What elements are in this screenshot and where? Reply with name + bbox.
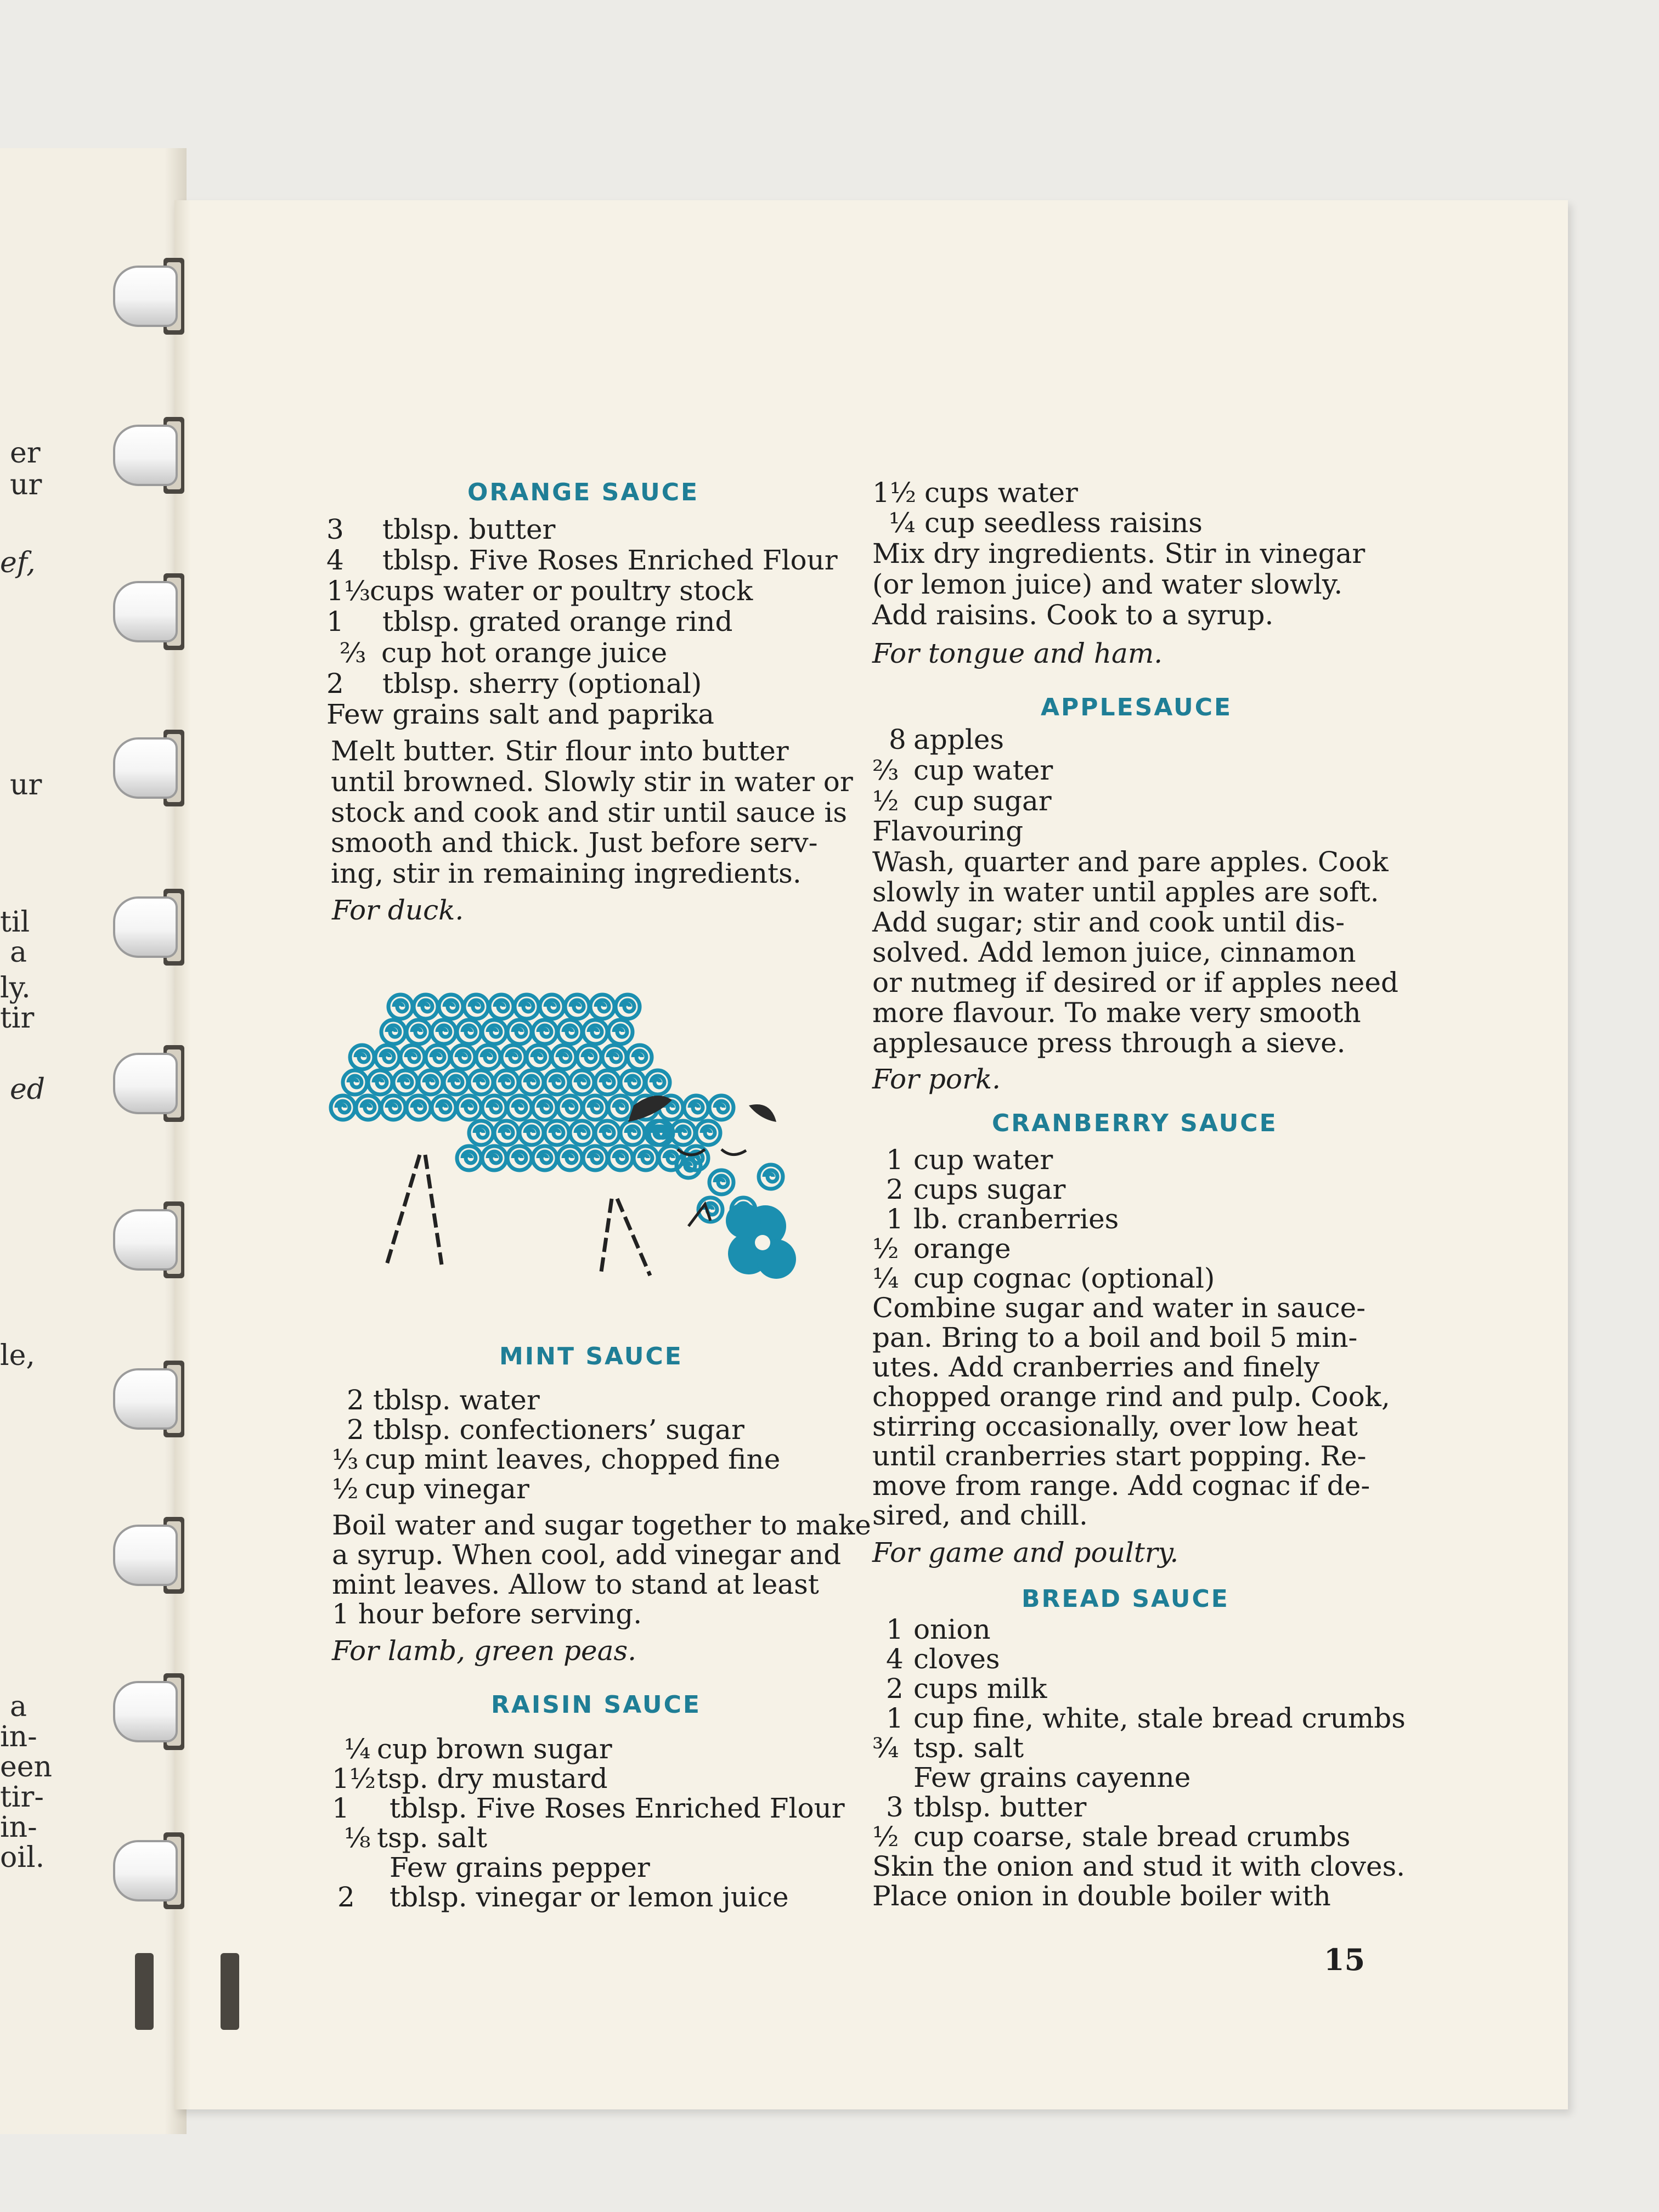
binding-ring bbox=[113, 1201, 178, 1278]
ingredient-qty: 1 bbox=[326, 606, 344, 637]
cranberry-sauce-serve: For game and poultry. bbox=[872, 1537, 1179, 1568]
ingredient-qty: 1½ bbox=[332, 1763, 376, 1795]
ingredient-qty: 2 bbox=[886, 1673, 904, 1705]
ingredient-item: onion bbox=[913, 1613, 991, 1645]
sheep-illustration bbox=[326, 968, 820, 1308]
mint-sauce-serve: For lamb, green peas. bbox=[332, 1635, 637, 1667]
binding-ring bbox=[113, 417, 178, 494]
ingredient-qty: 4 bbox=[326, 544, 344, 576]
method-line: (or lemon juice) and water slowly. bbox=[872, 568, 1343, 600]
wool-curl bbox=[583, 1096, 607, 1120]
left-page-fragment: in- bbox=[0, 1811, 37, 1844]
wool-curl bbox=[457, 1146, 481, 1170]
wool-curl bbox=[590, 995, 614, 1019]
ingredient-qty: ⅛ bbox=[344, 1822, 371, 1854]
wool-curl bbox=[552, 1045, 576, 1069]
wool-curl bbox=[515, 995, 539, 1019]
wool-curl bbox=[684, 1096, 708, 1120]
method-line: Mix dry ingredients. Stir in vinegar bbox=[872, 538, 1365, 569]
wool-curl bbox=[540, 995, 564, 1019]
wool-curl bbox=[439, 995, 463, 1019]
ingredient-item: cup vinegar bbox=[365, 1473, 529, 1505]
ingredient-item: cup hot orange juice bbox=[381, 637, 668, 669]
left-page-fragment: ur bbox=[10, 769, 42, 802]
ingredient-item: tsp. salt bbox=[377, 1822, 488, 1854]
ingredient-item: orange bbox=[913, 1233, 1011, 1265]
method-line: Add sugar; stir and cook until dis- bbox=[872, 906, 1345, 938]
wool-curl bbox=[464, 995, 488, 1019]
wool-curl bbox=[616, 995, 640, 1019]
ingredient-qty: 1 bbox=[332, 1792, 349, 1824]
left-page-fragment: til bbox=[0, 906, 30, 939]
ingredient-item: cups water or poultry stock bbox=[370, 575, 753, 607]
cranberry-sauce-title: CRANBERRY SAUCE bbox=[992, 1109, 1278, 1137]
ingredient-qty: 1⅓ bbox=[326, 575, 371, 607]
wool-curl bbox=[407, 1096, 431, 1120]
wool-curl bbox=[608, 1096, 633, 1120]
wool-curl bbox=[494, 1121, 518, 1145]
left-page-fragment: le, bbox=[0, 1339, 35, 1372]
method-line: solved. Add lemon juice, cinnamon bbox=[872, 936, 1356, 968]
wool-curl bbox=[595, 1121, 619, 1145]
method-line: applesauce press through a sieve. bbox=[872, 1027, 1346, 1059]
ingredient-qty: 1 bbox=[886, 1702, 904, 1734]
wool-curl bbox=[602, 1045, 627, 1069]
wool-curl bbox=[620, 1121, 645, 1145]
ingredient-item: tblsp. water bbox=[373, 1384, 540, 1416]
ingredient-item: tblsp. Five Roses Enriched Flour bbox=[390, 1792, 845, 1824]
left-page-fragment: a bbox=[10, 936, 27, 969]
orange-sauce-title: ORANGE SAUCE bbox=[467, 478, 699, 506]
method-line: Melt butter. Stir flour into butter bbox=[331, 735, 789, 767]
flower-icon bbox=[726, 1203, 796, 1279]
wool-curl bbox=[432, 1020, 456, 1044]
wool-curl bbox=[533, 1020, 557, 1044]
wool-curl bbox=[545, 1121, 569, 1145]
method-line: sired, and chill. bbox=[872, 1499, 1088, 1531]
wool-curl bbox=[375, 1045, 399, 1069]
wool-curl bbox=[759, 1165, 783, 1189]
left-page-fragment: tir- bbox=[0, 1781, 44, 1814]
applesauce-title: APPLESAUCE bbox=[1041, 693, 1233, 721]
left-page-fragment: er bbox=[10, 437, 41, 470]
ingredient-qty: 2 bbox=[347, 1384, 364, 1416]
binding-hole bbox=[113, 1953, 178, 2030]
ingredient-item: cloves bbox=[913, 1643, 1000, 1675]
raisin-sauce-serve: For tongue and ham. bbox=[872, 637, 1163, 669]
wool-curl bbox=[634, 1146, 658, 1170]
wool-curl bbox=[476, 1045, 500, 1069]
wool-curl bbox=[696, 1121, 720, 1145]
wool-curl bbox=[520, 1070, 544, 1094]
method-line: mint leaves. Allow to stand at least bbox=[332, 1568, 819, 1600]
wool-curl bbox=[570, 1070, 594, 1094]
ingredient-row bbox=[326, 514, 344, 545]
wool-curl bbox=[444, 1070, 468, 1094]
wool-curl bbox=[426, 1045, 450, 1069]
wool-curl bbox=[570, 1121, 594, 1145]
wool-curl bbox=[494, 1070, 518, 1094]
method-line: Skin the onion and stud it with cloves. bbox=[872, 1850, 1406, 1882]
wool-curl bbox=[583, 1020, 607, 1044]
ingredient-item: Few grains cayenne bbox=[913, 1762, 1191, 1793]
ingredient-item: cups sugar bbox=[913, 1173, 1066, 1205]
binding-ring bbox=[113, 730, 178, 806]
wool-curl bbox=[368, 1070, 392, 1094]
wool-curl bbox=[356, 1096, 380, 1120]
ingredient-item: cup fine, white, stale bread crumbs bbox=[913, 1702, 1406, 1734]
wool-curl bbox=[565, 995, 589, 1019]
method-line: until browned. Slowly stir in water or bbox=[331, 766, 853, 798]
wool-curl bbox=[646, 1070, 670, 1094]
method-line: a syrup. When cool, add vinegar and bbox=[332, 1539, 842, 1571]
ingredient-qty: ¼ bbox=[889, 507, 916, 539]
wool-curl bbox=[558, 1020, 582, 1044]
ingredient-item: tblsp. vinegar or lemon juice bbox=[390, 1881, 789, 1913]
wool-curl bbox=[407, 1020, 431, 1044]
sheep-leg bbox=[387, 1155, 650, 1276]
ingredient-qty: ⅓ bbox=[332, 1443, 359, 1475]
left-page-fragment: in- bbox=[0, 1720, 37, 1753]
ingredient-item: tblsp. confectioners’ sugar bbox=[373, 1414, 744, 1446]
method-line: more flavour. To make very smooth bbox=[872, 997, 1361, 1029]
ingredient-qty: 2 bbox=[886, 1173, 904, 1205]
wool-curl bbox=[414, 995, 438, 1019]
wool-curl bbox=[583, 1146, 607, 1170]
wool-curl bbox=[545, 1070, 569, 1094]
ingredient-qty: 2 bbox=[326, 668, 344, 699]
method-line: pan. Bring to a boil and boil 5 min- bbox=[872, 1322, 1358, 1353]
ingredient-item: Few grains salt and paprika bbox=[326, 698, 714, 730]
wool-curl bbox=[507, 1146, 532, 1170]
method-line: or nutmeg if desired or if apples need bbox=[872, 967, 1398, 998]
wool-curl bbox=[482, 1096, 506, 1120]
binding-ring bbox=[113, 573, 178, 650]
ingredient-item: tblsp. Five Roses Enriched Flour bbox=[382, 544, 838, 576]
left-page-fragment: een bbox=[0, 1751, 53, 1784]
method-line: until cranberries start popping. Re- bbox=[872, 1440, 1367, 1472]
ingredient-item: apples bbox=[913, 724, 1005, 755]
ingredient-qty: 2 bbox=[337, 1881, 355, 1913]
wool-curl bbox=[419, 1070, 443, 1094]
method-line: Combine sugar and water in sauce- bbox=[872, 1292, 1366, 1324]
wool-curl bbox=[709, 1170, 733, 1194]
wool-curl bbox=[520, 1121, 544, 1145]
ingredient-item: Few grains pepper bbox=[390, 1852, 650, 1883]
wool-curl bbox=[709, 1096, 733, 1120]
method-line: chopped orange rind and pulp. Cook, bbox=[872, 1381, 1390, 1413]
wool-curl bbox=[608, 1020, 633, 1044]
left-page-fragment: ly. bbox=[0, 972, 31, 1005]
ingredient-item: cup water bbox=[913, 1144, 1053, 1176]
wool-curl bbox=[482, 1146, 506, 1170]
ingredient-item: cups water bbox=[924, 477, 1078, 509]
ingredient-qty: 1 bbox=[886, 1613, 904, 1645]
left-page-fragment: tir bbox=[0, 1002, 35, 1035]
left-page-fragment: ef, bbox=[0, 546, 36, 579]
binding-ring bbox=[113, 258, 178, 335]
ingredient-qty: ⅔ bbox=[872, 754, 899, 786]
ingredient-item: Flavouring bbox=[872, 815, 1024, 847]
ingredient-item: tblsp. sherry (optional) bbox=[382, 668, 702, 699]
ingredient-item: tblsp. butter bbox=[913, 1791, 1087, 1823]
ingredient-qty: ¾ bbox=[872, 1732, 899, 1764]
wool-curl bbox=[533, 1096, 557, 1120]
binding-ring bbox=[113, 1045, 178, 1122]
page-number: 15 bbox=[1324, 1942, 1365, 1977]
left-page-fragment: oil. bbox=[0, 1841, 45, 1874]
wool-curl bbox=[393, 1070, 417, 1094]
ingredient-item: tsp. dry mustard bbox=[377, 1763, 608, 1795]
wool-curl bbox=[381, 1020, 405, 1044]
wool-curl bbox=[608, 1146, 633, 1170]
binding-ring bbox=[113, 889, 178, 966]
ingredient-item: lb. cranberries bbox=[913, 1203, 1119, 1235]
ingredient-item: cup cognac (optional) bbox=[913, 1262, 1215, 1294]
ingredient-item: cup water bbox=[913, 754, 1053, 786]
wool-curl bbox=[457, 1096, 481, 1120]
wool-curl bbox=[400, 1045, 425, 1069]
ingredient-qty: ½ bbox=[872, 1233, 899, 1265]
method-line: Add raisins. Cook to a syrup. bbox=[872, 599, 1274, 631]
wool-curl bbox=[558, 1146, 582, 1170]
wool-curl bbox=[381, 1096, 405, 1120]
ingredient-qty: 1½ bbox=[872, 477, 917, 509]
method-line: ing, stir in remaining ingredients. bbox=[331, 857, 802, 889]
wool-curl bbox=[469, 1121, 493, 1145]
ingredient-qty: 1 bbox=[886, 1203, 904, 1235]
wool-curl bbox=[595, 1070, 619, 1094]
applesauce-serve: For pork. bbox=[872, 1063, 1001, 1095]
ingredient-qty: ½ bbox=[872, 785, 899, 817]
wool-curl bbox=[507, 1096, 532, 1120]
wool-curl bbox=[432, 1096, 456, 1120]
wool-curl bbox=[457, 1020, 481, 1044]
method-line: smooth and thick. Just before serv- bbox=[331, 827, 818, 859]
ingredient-qty: 4 bbox=[886, 1643, 904, 1675]
orange-sauce-serve: For duck. bbox=[332, 894, 464, 926]
wool-curl bbox=[501, 1045, 526, 1069]
method-line: utes. Add cranberries and finely bbox=[872, 1351, 1320, 1383]
wool-curl bbox=[527, 1045, 551, 1069]
ingredient-qty: 2 bbox=[347, 1414, 364, 1446]
wool-curl bbox=[558, 1096, 582, 1120]
ingredient-qty: 8 bbox=[889, 724, 906, 755]
wool-curls bbox=[331, 995, 783, 1222]
binding-ring bbox=[113, 1517, 178, 1594]
binding-ring bbox=[113, 1832, 178, 1909]
wool-curl bbox=[620, 1070, 645, 1094]
ingredient-item: cup sugar bbox=[913, 785, 1052, 817]
wool-curl bbox=[482, 1020, 506, 1044]
method-line: 1 hour before serving. bbox=[332, 1598, 642, 1630]
ingredient-qty: ⅔ bbox=[340, 637, 366, 669]
method-line: slowly in water until apples are soft. bbox=[872, 876, 1379, 908]
ingredient-item: cup seedless raisins bbox=[924, 507, 1203, 539]
wool-curl bbox=[388, 995, 413, 1019]
ingredient-item: tblsp. butter bbox=[382, 514, 556, 545]
ingredient-item: tblsp. grated orange rind bbox=[382, 606, 733, 637]
raisin-sauce-title: RAISIN SAUCE bbox=[491, 1691, 701, 1719]
ingredient-qty: 3 bbox=[326, 514, 344, 545]
wool-curl bbox=[577, 1045, 601, 1069]
left-page-fragment: ed bbox=[10, 1073, 46, 1106]
method-line: move from range. Add cognac if de- bbox=[872, 1470, 1370, 1502]
left-page-fragment: ur bbox=[10, 469, 42, 501]
wool-curl bbox=[628, 1045, 652, 1069]
ingredient-qty: ¼ bbox=[344, 1733, 371, 1765]
ingredient-item: cup mint leaves, chopped fine bbox=[365, 1443, 781, 1475]
left-page-fragment: a bbox=[10, 1690, 27, 1723]
mint-sauce-title: MINT SAUCE bbox=[499, 1342, 683, 1370]
ingredient-item: cup coarse, stale bread crumbs bbox=[913, 1821, 1351, 1853]
wool-curl bbox=[489, 995, 514, 1019]
method-line: Wash, quarter and pare apples. Cook bbox=[872, 846, 1389, 878]
ingredient-qty: ½ bbox=[872, 1821, 899, 1853]
method-line: Boil water and sugar together to make bbox=[332, 1509, 871, 1541]
wool-curl bbox=[331, 1096, 355, 1120]
binding-ring bbox=[113, 1673, 178, 1750]
binding-ring bbox=[113, 1361, 178, 1437]
ingredient-qty: ¼ bbox=[872, 1262, 899, 1294]
wool-curl bbox=[533, 1146, 557, 1170]
ingredient-qty: 1 bbox=[886, 1144, 904, 1176]
cookbook-page bbox=[174, 200, 1568, 2109]
wool-curl bbox=[507, 1020, 532, 1044]
method-line: Place onion in double boiler with bbox=[872, 1880, 1331, 1912]
ingredient-qty: 3 bbox=[886, 1791, 904, 1823]
bread-sauce-title: BREAD SAUCE bbox=[1022, 1585, 1229, 1613]
wool-curl bbox=[469, 1070, 493, 1094]
wool-curl bbox=[343, 1070, 367, 1094]
ingredient-qty: ½ bbox=[332, 1473, 359, 1505]
ingredient-item: tsp. salt bbox=[913, 1732, 1024, 1764]
ingredient-item: cup brown sugar bbox=[377, 1733, 612, 1765]
method-line: stock and cook and stir until sauce is bbox=[331, 797, 847, 828]
ingredient-item: cups milk bbox=[913, 1673, 1047, 1705]
method-line: stirring occasionally, over low heat bbox=[872, 1410, 1358, 1442]
wool-curl bbox=[350, 1045, 374, 1069]
wool-curl bbox=[451, 1045, 475, 1069]
